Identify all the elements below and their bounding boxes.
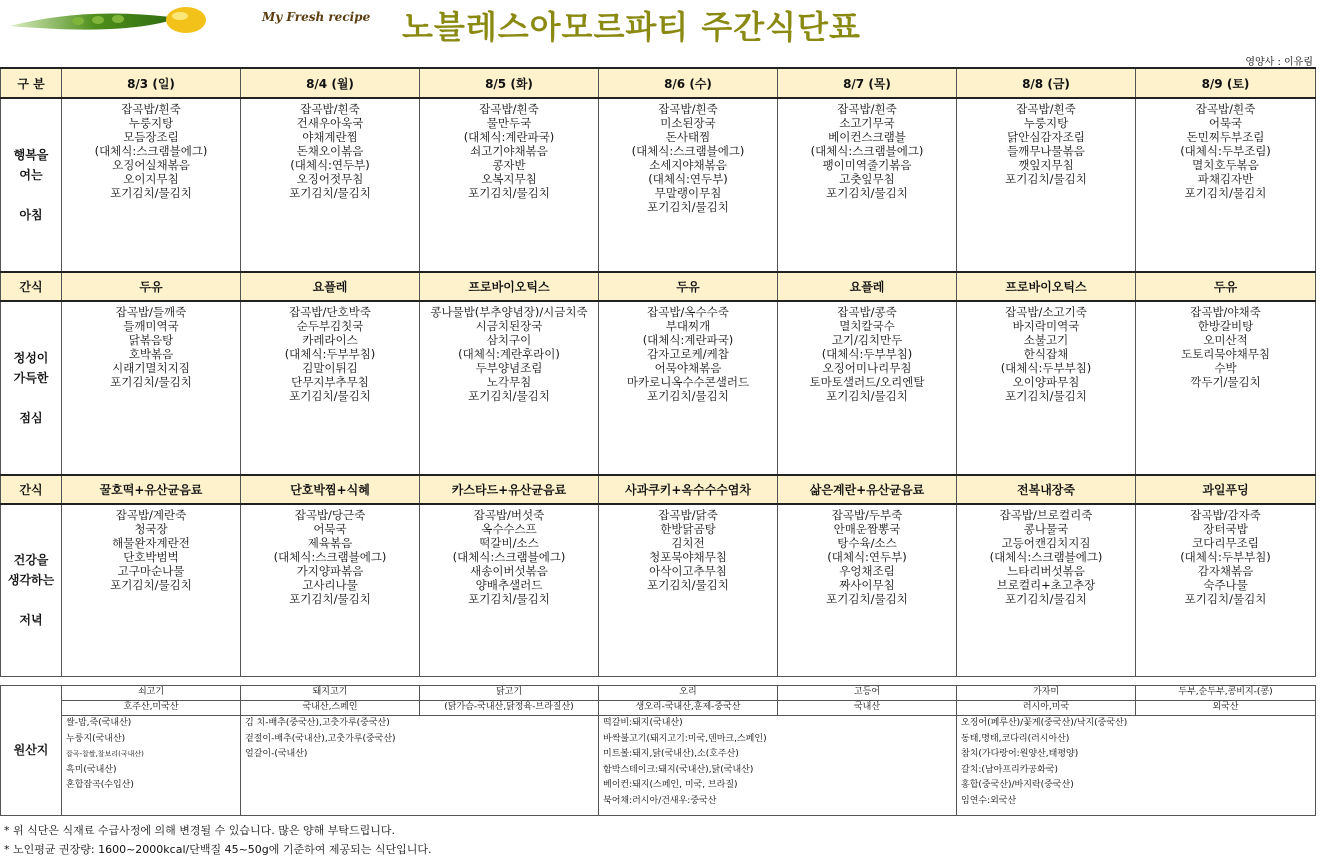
- menu-item: 오이양파무침: [1012, 375, 1080, 389]
- menu-item: 김말이튀김: [302, 361, 358, 375]
- menu-item: 브로컬리+초고추장: [996, 578, 1096, 592]
- snack-item: 두유: [62, 272, 241, 301]
- nutritionist-label: 영양사 : 이유림: [1245, 57, 1313, 68]
- snack-item: 사과쿠키+옥수수수염차: [599, 475, 778, 504]
- day-header: 8/9 (토): [1136, 68, 1316, 98]
- meat-name: 쇠고기: [62, 686, 241, 701]
- snack-item: 삶은계란+유산균음료: [778, 475, 957, 504]
- day-header: 8/7 (목): [778, 68, 957, 98]
- brand-name: My Fresh recipe: [262, 10, 371, 24]
- menu-item: 마카로니옥수수콘샐러드: [626, 375, 750, 389]
- snack-item: 과일푸딩: [1136, 475, 1316, 504]
- menu-item: 콩나물국: [1023, 522, 1069, 536]
- menu-item: 포기김치/물김치: [647, 389, 729, 403]
- lunch-label: 정성이 가득한 점심: [1, 301, 62, 475]
- menu-item: 잡곡밥/옥수수죽: [647, 305, 729, 319]
- lunch-cell: [778, 301, 957, 475]
- menu-item: 포기김치/물김치: [1005, 389, 1087, 403]
- menu-item: 오이지무침: [123, 172, 179, 186]
- menu-item: 단호박범벅: [123, 550, 179, 564]
- breakfast-cell: [957, 98, 1136, 272]
- menu-item: 포기김치/물김치: [1184, 186, 1267, 200]
- vegetable-logo-icon: [8, 6, 208, 36]
- meat-origin: 국내산,스페인: [241, 701, 420, 716]
- menu-item: 포기김치/물김치: [826, 592, 908, 606]
- menu-item: 잡곡밥/콩죽: [837, 305, 897, 319]
- category-header: 구 분: [1, 68, 62, 98]
- menu-item: 포기김치/물김치: [110, 186, 192, 200]
- menu-item: 새송이버섯볶음: [470, 564, 548, 578]
- origin-seafood-list: 오징어(페루산)/꽃게(중국산)/낙지(중국산) 동태,명태,코다리(러시아산) 참치(가다랑어:원양산,태평양) 갈치:(남아프리카공화국) 홍합(중국산)/바지락(중국산) 임연수:외국산: [957, 716, 1316, 816]
- menu-item: 돈채오이볶음 (대체식:연두부): [290, 144, 370, 172]
- origin-country-row: [1, 701, 1316, 716]
- menu-item: 순두부김칫국: [296, 319, 364, 333]
- day-header: 8/4 (월): [241, 68, 420, 98]
- footnote: * 위 식단은 식재료 수급사정에 의해 변경될 수 있습니다. 많은 양해 부탁드립니다.: [4, 824, 395, 837]
- origin-table: [0, 685, 1316, 816]
- menu-item: 무말랭이무침: [654, 186, 722, 200]
- lunch-cell: [62, 301, 241, 475]
- menu-item: 노각무침: [486, 375, 532, 389]
- menu-item: 멸치칼국수: [839, 319, 895, 333]
- origin-meat-row: [1, 686, 1316, 701]
- meat-name: 고등어: [778, 686, 957, 701]
- menu-item: 느타리버섯볶음: [1007, 564, 1085, 578]
- footnotes: [4, 821, 432, 859]
- menu-item: 고구마순나물: [117, 564, 185, 578]
- meat-name: 닭고기: [420, 686, 599, 701]
- menu-item: 짜사이무침: [839, 578, 895, 592]
- menu-item: 바지락미역국: [1012, 319, 1080, 333]
- menu-item: 청포묵야채무침: [649, 550, 727, 564]
- origin-detail-row: [1, 716, 1316, 816]
- menu-item: 잡곡밥/흰죽: [1016, 102, 1076, 116]
- menu-item: 포기김치/물김치: [1184, 592, 1267, 606]
- lunch-cell: [420, 301, 599, 475]
- menu-item: 양배추샐러드: [475, 578, 543, 592]
- menu-item: 콩나물밥(부추양념장)/시금치죽: [430, 305, 588, 319]
- breakfast-label: 행복을 여는 아침: [1, 98, 62, 272]
- menu-item: 포기김치/물김치: [826, 186, 908, 200]
- menu-item: 고사리나물: [302, 578, 358, 592]
- menu-item: 잡곡밥/흰죽: [121, 102, 181, 116]
- menu-item: 잡곡밥/버섯죽: [473, 508, 545, 522]
- menu-item: 모듬장조림 (대체식:스크램블에그): [94, 130, 208, 158]
- breakfast-cell: [241, 98, 420, 272]
- menu-item: 잡곡밥/계란죽: [115, 508, 187, 522]
- menu-item: 깍두기/물김치: [1190, 375, 1261, 389]
- menu-item: 한식잡채 (대체식:두부부침): [1000, 347, 1092, 375]
- lunch-cell: [1136, 301, 1316, 475]
- menu-item: 오복지무침: [481, 172, 537, 186]
- menu-item: 누룽지탕: [1023, 116, 1069, 130]
- page-title: 노블레스아모르파티 주간식단표: [402, 8, 861, 46]
- menu-item: 잡곡밥/단호박죽: [289, 305, 371, 319]
- menu-item: 코다리무조림 (대체식:두부부침): [1180, 536, 1271, 564]
- menu-item: 한방닭곰탕: [660, 522, 716, 536]
- menu-item: 팽이미역줄기볶음: [822, 158, 912, 172]
- menu-item: 잡곡밥/당근죽: [294, 508, 366, 522]
- menu-item: 토마토샐러드/오리엔탈: [809, 375, 925, 389]
- menu-item: 잡곡밥/들깨죽: [115, 305, 187, 319]
- menu-item: 잡곡밥/흰죽: [837, 102, 897, 116]
- day-header-row: [1, 68, 1316, 98]
- snack-item: 프로바이오틱스: [420, 272, 599, 301]
- menu-item: 포기김치/물김치: [826, 389, 908, 403]
- dinner-cell: [62, 504, 241, 676]
- menu-item: 김치전: [671, 536, 705, 550]
- menu-item: 쇠고기야채볶음: [470, 144, 548, 158]
- snack-item: 두유: [599, 272, 778, 301]
- day-header: 8/8 (금): [957, 68, 1136, 98]
- snack-item: 요플레: [241, 272, 420, 301]
- origin-processed-list: 떡갈비:돼지(국내산) 바싹불고기(돼지고기:미국,덴마크,스페인) 미트볼:돼지,닭(국내산),소(호주산) 함박스테이크:돼지(국내산),닭(국내산) 베이컨:돼지(스페인, 미국, 브라질) 북어채:러시아/건새우:중국산: [599, 716, 957, 816]
- menu-item: 가지양파볶음: [296, 564, 364, 578]
- menu-item: 소세지야채볶음 (대체식:연두부): [648, 158, 728, 186]
- menu-item: 포기김치/물김치: [289, 592, 371, 606]
- menu-item: 시금치된장국: [475, 319, 543, 333]
- menu-item: 야채계란찜: [302, 130, 358, 144]
- menu-item: 호박볶음: [128, 347, 174, 361]
- snack-item: 요플레: [778, 272, 957, 301]
- menu-item: 포기김치/물김치: [647, 200, 729, 214]
- menu-item: 건새우아욱국: [296, 116, 364, 130]
- menu-item: 잡곡밥/흰죽: [658, 102, 718, 116]
- dinner-cell: [957, 504, 1136, 676]
- menu-item: 포기김치/물김치: [1005, 172, 1087, 186]
- menu-item: 고기/김치만두 (대체식:두부부침): [821, 333, 913, 361]
- weekly-menu-table: [0, 67, 1316, 677]
- dinner-cell: [420, 504, 599, 676]
- snack-row: [1, 475, 1316, 504]
- menu-item: 잡곡밥/야채죽: [1190, 305, 1261, 319]
- menu-item: 감자채볶음: [1197, 564, 1254, 578]
- menu-item: 돈민찌두부조림 (대체식:두부조림): [1180, 130, 1271, 158]
- meat-origin: 국내산: [778, 701, 957, 716]
- menu-item: 오미산적: [1203, 333, 1248, 347]
- lunch-cell: [241, 301, 420, 475]
- menu-item: 시래기멸치지짐: [112, 361, 190, 375]
- day-header: 8/6 (수): [599, 68, 778, 98]
- menu-item: 베이컨스크램블 (대체식:스크램블에그): [810, 130, 924, 158]
- menu-item: 포기김치/물김치: [468, 592, 550, 606]
- breakfast-cell: [62, 98, 241, 272]
- menu-item: 잡곡밥/흰죽: [479, 102, 539, 116]
- dinner-cell: [1136, 504, 1316, 676]
- breakfast-cell: [778, 98, 957, 272]
- menu-item: 포기김치/물김치: [647, 578, 729, 592]
- dinner-cell: [599, 504, 778, 676]
- menu-item: 돈사태찜 (대체식:스크램블에그): [631, 130, 745, 158]
- origin-label: 원산지: [1, 686, 62, 816]
- menu-item: 카레라이스 (대체식:두부부침): [284, 333, 376, 361]
- lunch-cell: [599, 301, 778, 475]
- menu-item: 탕수육/소스 (대체식:연두부): [827, 536, 907, 564]
- menu-item: 두부양념조림: [475, 361, 543, 375]
- menu-item: 미소된장국: [660, 116, 716, 130]
- menu-item: 콩자반: [492, 158, 526, 172]
- menu-item: 안매운짬뽕국: [833, 522, 901, 536]
- snack-item: 두유: [1136, 272, 1316, 301]
- snack-item: 꿀호떡+유산균음료: [62, 475, 241, 504]
- breakfast-cell: [1136, 98, 1316, 272]
- menu-item: 들깨무나물볶음: [1007, 144, 1085, 158]
- snack-row: [1, 272, 1316, 301]
- meat-origin: 생오리-국내산,훈제-중국산: [599, 701, 778, 716]
- meat-origin: 외국산: [1136, 701, 1316, 716]
- menu-item: 단무지부추무침: [291, 375, 369, 389]
- menu-item: 오징어미나리무침: [822, 361, 912, 375]
- menu-item: 해물완자계란전: [112, 536, 190, 550]
- menu-item: 삼치구이 (대체식:계란후라이): [458, 333, 560, 361]
- menu-item: 잡곡밥/소고기죽: [1005, 305, 1087, 319]
- snack-item: 단호박찜+식혜: [241, 475, 420, 504]
- menu-item: 한방갈비탕: [1197, 319, 1254, 333]
- lunch-row: [1, 301, 1316, 475]
- menu-item: 옥수수스프: [481, 522, 537, 536]
- menu-item: 포기김치/물김치: [110, 578, 192, 592]
- dinner-cell: [241, 504, 420, 676]
- menu-item: 오징어실채볶음: [112, 158, 190, 172]
- snack-label: 간식: [1, 272, 62, 301]
- menu-item: 감자고로케/케찹: [647, 347, 729, 361]
- meat-name: 오리: [599, 686, 778, 701]
- menu-item: 수박: [1214, 361, 1237, 375]
- menu-item: 포기김치/물김치: [468, 389, 550, 403]
- menu-item: 포기김치/물김치: [1005, 592, 1087, 606]
- snack-label: 간식: [1, 475, 62, 504]
- menu-item: 닭볶음탕: [128, 333, 174, 347]
- menu-item: 도토리묵야채무침: [1181, 347, 1270, 361]
- menu-item: 부대찌개 (대체식:계란파국): [642, 319, 734, 347]
- menu-item: 누룽지탕: [128, 116, 174, 130]
- menu-item: 포기김치/물김치: [468, 186, 550, 200]
- meat-origin: 러시아,미국: [957, 701, 1136, 716]
- menu-item: 깻잎지무침: [1018, 158, 1074, 172]
- menu-item: 잡곡밥/닭죽: [658, 508, 718, 522]
- menu-item: 청국장: [134, 522, 168, 536]
- day-header: 8/5 (화): [420, 68, 599, 98]
- menu-item: 잡곡밥/두부죽: [831, 508, 903, 522]
- page-header: [0, 0, 1321, 68]
- meat-name: 돼지고기: [241, 686, 420, 701]
- menu-item: 어묵야채볶음: [654, 361, 722, 375]
- snack-item: 프로바이오틱스: [957, 272, 1136, 301]
- origin-grain-list: 쌀-밥,죽(국내산) 누룽지(국내산) 잡곡-찹쌀,찰보리(국내산) 흑미(국내산) 혼합잡곡(수입산): [62, 716, 241, 816]
- menu-item: 오징어젓무침: [296, 172, 364, 186]
- menu-item: 제육볶음 (대체식:스크램블에그): [273, 536, 387, 564]
- menu-item: 물만두국 (대체식:계란파국): [463, 116, 555, 144]
- menu-item: 닭안심감자조림: [1007, 130, 1085, 144]
- menu-item: 포기김치/물김치: [289, 186, 371, 200]
- menu-item: 잡곡밥/감자죽: [1190, 508, 1261, 522]
- menu-item: 파채김자반: [1197, 172, 1254, 186]
- menu-item: 포기김치/물김치: [110, 375, 192, 389]
- meat-name: 가자미: [957, 686, 1136, 701]
- snack-item: 전복내장죽: [957, 475, 1136, 504]
- breakfast-cell: [420, 98, 599, 272]
- menu-item: 우엉채조림: [839, 564, 895, 578]
- meat-origin: 호주산,미국산: [62, 701, 241, 716]
- lunch-cell: [957, 301, 1136, 475]
- dinner-row: [1, 504, 1316, 676]
- dinner-cell: [778, 504, 957, 676]
- meat-name: 두부,순두부,콩비지-(콩): [1136, 686, 1316, 701]
- meat-origin: (닭가슴-국내산,닭정육-브라질산): [420, 701, 599, 716]
- menu-item: 고등어캔김치지짐 (대체식:스크램블에그): [989, 536, 1103, 564]
- dinner-label: 건강을 생각하는 저녁: [1, 504, 62, 676]
- menu-item: 잡곡밥/브로컬리죽: [999, 508, 1093, 522]
- breakfast-cell: [599, 98, 778, 272]
- breakfast-row: [1, 98, 1316, 272]
- menu-item: 고춧잎무침: [839, 172, 895, 186]
- origin-kimchi-list: 김 치-배추(중국산),고춧가루(중국산) 겉절이-배추(국내산),고춧가루(중국산) 얼갈이-(국내산): [241, 716, 599, 816]
- menu-item: 들깨미역국: [123, 319, 179, 333]
- menu-item: 떡갈비/소스 (대체식:스크램블에그): [452, 536, 566, 564]
- day-header: 8/3 (일): [62, 68, 241, 98]
- menu-item: 어묵국: [313, 522, 347, 536]
- menu-item: 포기김치/물김치: [289, 389, 371, 403]
- footnote: * 노인평균 권장량: 1600~2000kcal/단백질 45~50g에 기준하여 제공되는 식단입니다.: [4, 843, 432, 856]
- menu-item: 멸치호두볶음: [1192, 158, 1259, 172]
- menu-item: 잡곡밥/흰죽: [1195, 102, 1256, 116]
- menu-item: 어묵국: [1208, 116, 1243, 130]
- menu-item: 숙주나물: [1203, 578, 1248, 592]
- menu-item: 장터국밥: [1203, 522, 1248, 536]
- menu-item: 소고기무국: [839, 116, 895, 130]
- menu-item: 잡곡밥/흰죽: [300, 102, 360, 116]
- snack-item: 카스타드+유산균음료: [420, 475, 599, 504]
- menu-item: 소불고기: [1023, 333, 1069, 347]
- menu-item: 아삭이고추무침: [649, 564, 727, 578]
